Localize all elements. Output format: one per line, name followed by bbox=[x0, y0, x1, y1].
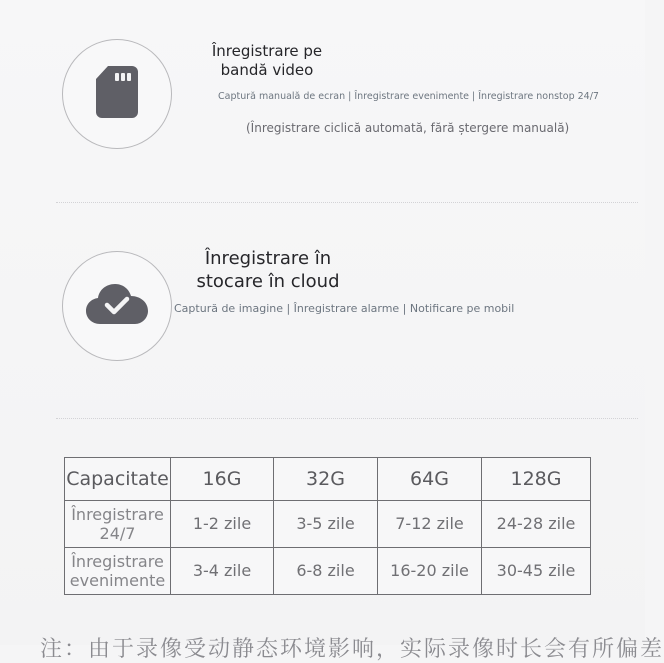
cell-24-7-128g: 24-28 zile bbox=[482, 501, 591, 548]
sd-title-line2: bandă video bbox=[220, 60, 314, 79]
table-row bbox=[65, 548, 591, 595]
cell-24-7-32g: 3-5 zile bbox=[274, 501, 378, 548]
sd-card-icon bbox=[96, 66, 138, 122]
row-label-events: Înregistrare evenimente bbox=[65, 548, 171, 595]
sd-title-line1: Înregistrare pe bbox=[211, 42, 323, 60]
cloud-recording-modes: Captură de imagine | Înregistrare alarme | Notificare pe mobil bbox=[174, 302, 515, 315]
cloud-recording-title bbox=[183, 248, 353, 293]
cell-events-16g: 3-4 zile bbox=[171, 548, 274, 595]
sd-recording-title bbox=[196, 42, 338, 80]
cell-24-7-64g: 7-12 zile bbox=[378, 501, 482, 548]
capacity-table bbox=[64, 457, 591, 595]
header-64g: 64G bbox=[378, 458, 482, 501]
cell-events-32g: 6-8 zile bbox=[274, 548, 378, 595]
cell-events-128g: 30-45 zile bbox=[482, 548, 591, 595]
table-row bbox=[65, 501, 591, 548]
divider-bottom bbox=[56, 418, 638, 419]
cloud-title-line1: Înregistrare în bbox=[204, 248, 332, 269]
cell-events-64g: 16-20 zile bbox=[378, 548, 482, 595]
header-16g: 16G bbox=[171, 458, 274, 501]
sd-recording-modes: Captură manuală de ecran | Înregistrare evenimente | Înregistrare nonstop 24/7 bbox=[218, 91, 599, 102]
table-header-row bbox=[65, 458, 591, 501]
row-label-24-7: Înregistrare 24/7 bbox=[65, 501, 171, 548]
cloud-icon-circle bbox=[62, 251, 172, 361]
sd-recording-note: (Înregistrare ciclică automată, fără ștergere manuală) bbox=[246, 121, 570, 135]
footer-note: 注：由于录像受动静态环境影响，实际录像时长会有所偏差 bbox=[40, 637, 664, 662]
header-capacity: Capacitate bbox=[65, 458, 171, 501]
cell-24-7-16g: 1-2 zile bbox=[171, 501, 274, 548]
sd-icon-circle bbox=[62, 39, 172, 149]
cloud-title-line2: stocare în cloud bbox=[196, 270, 340, 292]
header-128g: 128G bbox=[482, 458, 591, 501]
header-32g: 32G bbox=[274, 458, 378, 501]
divider-top bbox=[56, 202, 638, 203]
cloud-check-icon bbox=[86, 284, 148, 328]
